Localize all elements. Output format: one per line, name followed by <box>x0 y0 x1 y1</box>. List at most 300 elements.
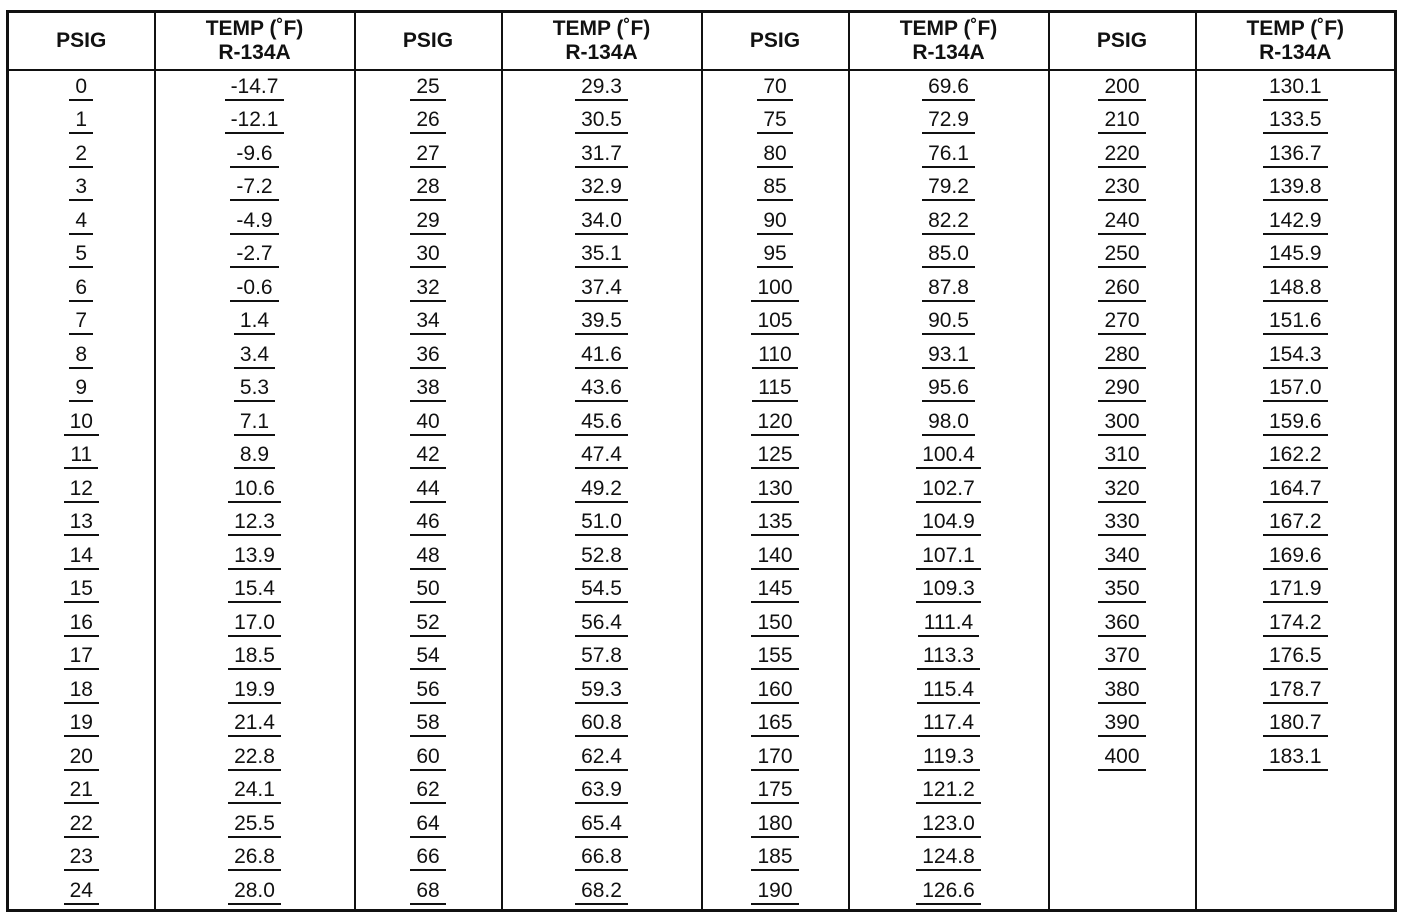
temp-cell <box>502 808 702 842</box>
temp-cell <box>155 172 355 206</box>
psig-value: 260 <box>1098 276 1145 302</box>
psig-value: 24 <box>64 879 99 905</box>
temp-cell <box>155 775 355 809</box>
psig-value: 18 <box>64 678 99 704</box>
temp-value: 17.0 <box>228 611 281 637</box>
temp-cell <box>1196 775 1396 809</box>
temp-value: 85.0 <box>922 242 975 268</box>
header-row <box>8 12 1396 71</box>
psig-cell <box>1049 842 1196 876</box>
psig-value: 58 <box>410 711 445 737</box>
psig-cell <box>1049 708 1196 742</box>
temp-value: 3.4 <box>234 343 275 369</box>
temp-cell <box>502 272 702 306</box>
psig-cell <box>1049 272 1196 306</box>
table-header <box>8 12 1396 71</box>
psig-value: 50 <box>410 577 445 603</box>
temp-cell <box>1196 70 1396 105</box>
temp-cell <box>155 473 355 507</box>
psig-value: 3 <box>69 175 93 201</box>
psig-cell <box>1049 473 1196 507</box>
temp-cell <box>502 741 702 775</box>
temp-cell <box>155 306 355 340</box>
psig-value: 68 <box>410 879 445 905</box>
temp-cell <box>849 172 1049 206</box>
psig-cell <box>702 105 849 139</box>
psig-cell <box>8 406 155 440</box>
psig-cell <box>8 440 155 474</box>
temp-value: 87.8 <box>922 276 975 302</box>
temp-cell <box>849 808 1049 842</box>
temp-cell <box>155 272 355 306</box>
table-row <box>8 775 1396 809</box>
temp-value: -4.9 <box>230 209 278 235</box>
temp-cell <box>1196 808 1396 842</box>
temp-value: 47.4 <box>575 443 628 469</box>
psig-value: 100 <box>751 276 798 302</box>
temp-value: 79.2 <box>922 175 975 201</box>
psig-cell <box>702 205 849 239</box>
temp-header: TEMP (˚F) R-134A <box>1196 12 1396 71</box>
psig-value: 90 <box>757 209 792 235</box>
psig-value: 19 <box>64 711 99 737</box>
temp-cell <box>502 172 702 206</box>
psig-value: 360 <box>1098 611 1145 637</box>
psig-value: 300 <box>1098 410 1145 436</box>
psig-value: 10 <box>64 410 99 436</box>
psig-cell <box>355 574 502 608</box>
temp-value: 1.4 <box>234 309 275 335</box>
psig-value: 70 <box>757 75 792 101</box>
psig-value: 40 <box>410 410 445 436</box>
psig-value: 26 <box>410 108 445 134</box>
psig-value: 145 <box>751 577 798 603</box>
psig-cell <box>1049 105 1196 139</box>
psig-cell <box>1049 507 1196 541</box>
temp-value: 123.0 <box>916 812 981 838</box>
temp-value: 51.0 <box>575 510 628 536</box>
psig-cell <box>702 741 849 775</box>
temp-value: 142.9 <box>1263 209 1328 235</box>
temp-cell <box>155 339 355 373</box>
psig-cell <box>1049 440 1196 474</box>
psig-cell <box>8 808 155 842</box>
temp-cell <box>1196 406 1396 440</box>
psig-cell <box>355 708 502 742</box>
temp-value: 111.4 <box>918 611 979 637</box>
temp-cell <box>155 842 355 876</box>
table-row <box>8 842 1396 876</box>
psig-value: 340 <box>1098 544 1145 570</box>
psig-value: 390 <box>1098 711 1145 737</box>
psig-value: 95 <box>757 242 792 268</box>
psig-value: 11 <box>64 443 98 469</box>
temp-value: 164.7 <box>1263 477 1328 503</box>
temp-cell <box>1196 674 1396 708</box>
temp-value: 117.4 <box>917 711 980 737</box>
temp-value: 72.9 <box>922 108 975 134</box>
psig-cell <box>1049 674 1196 708</box>
psig-cell <box>355 674 502 708</box>
temp-cell <box>1196 641 1396 675</box>
temp-value: 56.4 <box>575 611 628 637</box>
psig-cell <box>702 406 849 440</box>
psig-cell <box>702 775 849 809</box>
psig-value: 66 <box>410 845 445 871</box>
psig-cell <box>8 674 155 708</box>
table-row <box>8 239 1396 273</box>
psig-cell <box>702 641 849 675</box>
psig-value: 38 <box>410 376 445 402</box>
psig-cell <box>702 674 849 708</box>
temp-value: 126.6 <box>916 879 981 905</box>
psig-cell <box>355 607 502 641</box>
temp-value: -12.1 <box>225 108 285 134</box>
psig-cell <box>355 105 502 139</box>
temp-value: 95.6 <box>922 376 975 402</box>
table-row <box>8 339 1396 373</box>
psig-value: 25 <box>410 75 445 101</box>
psig-cell <box>8 172 155 206</box>
psig-value: 32 <box>410 276 445 302</box>
psig-value: 370 <box>1098 644 1145 670</box>
psig-cell <box>702 272 849 306</box>
temp-cell <box>155 641 355 675</box>
psig-cell <box>8 775 155 809</box>
psig-value: 44 <box>410 477 445 503</box>
table-row <box>8 70 1396 105</box>
temp-cell <box>155 540 355 574</box>
temp-value: 13.9 <box>228 544 281 570</box>
table-row <box>8 641 1396 675</box>
psig-value: 320 <box>1098 477 1145 503</box>
psig-value: 110 <box>752 343 797 369</box>
temp-value: 167.2 <box>1263 510 1328 536</box>
psig-cell <box>355 239 502 273</box>
temp-cell <box>1196 138 1396 172</box>
temp-value: 102.7 <box>916 477 981 503</box>
psig-cell <box>8 306 155 340</box>
psig-value: 140 <box>751 544 798 570</box>
temp-cell <box>1196 540 1396 574</box>
temp-cell <box>502 574 702 608</box>
temp-value: 109.3 <box>916 577 981 603</box>
psig-cell <box>355 339 502 373</box>
psig-cell <box>8 272 155 306</box>
psig-value: 54 <box>410 644 445 670</box>
temp-value: 10.6 <box>228 477 281 503</box>
psig-cell <box>1049 205 1196 239</box>
temp-cell <box>849 272 1049 306</box>
psig-cell <box>8 105 155 139</box>
temp-value: 60.8 <box>575 711 628 737</box>
temp-cell <box>502 339 702 373</box>
psig-value: 4 <box>69 209 93 235</box>
psig-cell <box>1049 70 1196 105</box>
psig-value: 160 <box>751 678 798 704</box>
temp-cell <box>502 373 702 407</box>
psig-cell <box>8 507 155 541</box>
psig-cell <box>355 205 502 239</box>
psig-value: 85 <box>757 175 792 201</box>
psig-cell <box>1049 540 1196 574</box>
psig-value: 270 <box>1098 309 1145 335</box>
temp-value: 100.4 <box>916 443 981 469</box>
psig-cell <box>702 842 849 876</box>
temp-cell <box>849 674 1049 708</box>
temp-value: 183.1 <box>1263 745 1328 771</box>
psig-cell <box>1049 339 1196 373</box>
temp-cell <box>155 239 355 273</box>
psig-cell <box>702 172 849 206</box>
psig-header: PSIG <box>8 12 155 71</box>
temp-value: 151.6 <box>1263 309 1328 335</box>
temp-cell <box>849 406 1049 440</box>
temp-value: 119.3 <box>917 745 980 771</box>
temp-cell <box>502 842 702 876</box>
table-row <box>8 406 1396 440</box>
psig-value: 330 <box>1098 510 1145 536</box>
table-row <box>8 172 1396 206</box>
table-row <box>8 373 1396 407</box>
temp-cell <box>502 70 702 105</box>
temp-value: 159.6 <box>1263 410 1328 436</box>
psig-value: 0 <box>69 75 93 101</box>
temp-cell <box>849 741 1049 775</box>
temp-value: 139.8 <box>1263 175 1328 201</box>
temp-cell <box>1196 507 1396 541</box>
psig-value: 9 <box>69 376 93 402</box>
psig-cell <box>702 239 849 273</box>
temp-value: 174.2 <box>1263 611 1328 637</box>
temp-value: 169.6 <box>1263 544 1328 570</box>
temp-value: 121.2 <box>916 778 981 804</box>
temp-value: 130.1 <box>1263 75 1328 101</box>
temp-cell <box>849 641 1049 675</box>
psig-cell <box>8 205 155 239</box>
temp-cell <box>849 105 1049 139</box>
temp-cell <box>155 741 355 775</box>
psig-value: 115 <box>752 376 797 402</box>
temp-value: 93.1 <box>922 343 975 369</box>
temp-cell <box>502 775 702 809</box>
psig-cell <box>1049 741 1196 775</box>
psig-value: 230 <box>1098 175 1145 201</box>
temp-cell <box>502 205 702 239</box>
temp-cell <box>849 473 1049 507</box>
temp-cell <box>155 875 355 910</box>
psig-value: 52 <box>410 611 445 637</box>
temp-value: 22.8 <box>228 745 281 771</box>
temp-value: 65.4 <box>575 812 628 838</box>
temp-cell <box>1196 339 1396 373</box>
psig-cell <box>355 473 502 507</box>
pressure-temperature-table <box>6 10 1397 912</box>
temp-value: 54.5 <box>575 577 628 603</box>
temp-value: 90.5 <box>922 309 975 335</box>
psig-value: 350 <box>1098 577 1145 603</box>
temp-cell <box>849 440 1049 474</box>
psig-value: 21 <box>64 778 99 804</box>
psig-cell <box>8 607 155 641</box>
table-row <box>8 540 1396 574</box>
temp-value: 63.9 <box>575 778 628 804</box>
temp-value: 37.4 <box>575 276 628 302</box>
temp-value: 145.9 <box>1263 242 1328 268</box>
psig-value: 36 <box>410 343 445 369</box>
temp-value: 24.1 <box>228 778 281 804</box>
table-row <box>8 808 1396 842</box>
temp-cell <box>502 473 702 507</box>
temp-cell <box>155 574 355 608</box>
temp-cell <box>849 239 1049 273</box>
psig-cell <box>355 272 502 306</box>
temp-value: 32.9 <box>575 175 628 201</box>
temp-cell <box>155 70 355 105</box>
temp-value: 171.9 <box>1263 577 1328 603</box>
psig-cell <box>355 507 502 541</box>
psig-cell <box>355 373 502 407</box>
psig-cell <box>1049 641 1196 675</box>
psig-value: 250 <box>1098 242 1145 268</box>
psig-value: 175 <box>751 778 798 804</box>
psig-cell <box>702 574 849 608</box>
psig-cell <box>8 875 155 910</box>
psig-value: 125 <box>751 443 798 469</box>
temp-value: 76.1 <box>922 142 975 168</box>
psig-value: 16 <box>64 611 99 637</box>
temp-cell <box>1196 172 1396 206</box>
temp-value: 31.7 <box>575 142 628 168</box>
temp-cell <box>1196 708 1396 742</box>
temp-cell <box>502 708 702 742</box>
temp-value: 136.7 <box>1263 142 1328 168</box>
psig-header: PSIG <box>702 12 849 71</box>
table-row <box>8 607 1396 641</box>
psig-cell <box>8 574 155 608</box>
temp-value: 43.6 <box>575 376 628 402</box>
psig-value: 120 <box>751 410 798 436</box>
temp-cell <box>1196 574 1396 608</box>
temp-cell <box>849 205 1049 239</box>
table-row <box>8 473 1396 507</box>
temp-cell <box>1196 373 1396 407</box>
temp-header: TEMP (˚F) R-134A <box>155 12 355 71</box>
temp-value: -2.7 <box>230 242 278 268</box>
temp-value: 62.4 <box>575 745 628 771</box>
temp-cell <box>502 239 702 273</box>
psig-value: 13 <box>64 510 99 536</box>
psig-cell <box>8 70 155 105</box>
temp-cell <box>155 607 355 641</box>
psig-value: 220 <box>1098 142 1145 168</box>
temp-cell <box>502 406 702 440</box>
table-row <box>8 306 1396 340</box>
temp-value: 98.0 <box>922 410 975 436</box>
temp-cell <box>1196 875 1396 910</box>
temp-value: 8.9 <box>234 443 275 469</box>
temp-value: 107.1 <box>916 544 981 570</box>
psig-cell <box>702 708 849 742</box>
psig-cell <box>8 373 155 407</box>
psig-cell <box>8 708 155 742</box>
psig-value: 12 <box>64 477 99 503</box>
psig-cell <box>702 473 849 507</box>
temp-cell <box>849 507 1049 541</box>
temp-cell <box>849 607 1049 641</box>
psig-value: 135 <box>751 510 798 536</box>
psig-value: 150 <box>751 611 798 637</box>
psig-cell <box>355 775 502 809</box>
psig-cell <box>355 172 502 206</box>
psig-value: 56 <box>410 678 445 704</box>
psig-value: 34 <box>410 309 445 335</box>
table-body <box>8 70 1396 911</box>
psig-value: 310 <box>1098 443 1145 469</box>
temp-value: 39.5 <box>575 309 628 335</box>
temp-value: -9.6 <box>230 142 278 168</box>
temp-value: 133.5 <box>1263 108 1328 134</box>
temp-cell <box>1196 205 1396 239</box>
temp-value: 7.1 <box>234 410 275 436</box>
psig-cell <box>355 306 502 340</box>
temp-cell <box>502 607 702 641</box>
table-row <box>8 574 1396 608</box>
temp-value: 124.8 <box>916 845 981 871</box>
temp-cell <box>502 641 702 675</box>
psig-value: 380 <box>1098 678 1145 704</box>
psig-value: 27 <box>410 142 445 168</box>
psig-cell <box>1049 607 1196 641</box>
psig-value: 240 <box>1098 209 1145 235</box>
psig-cell <box>355 741 502 775</box>
psig-value: 64 <box>410 812 445 838</box>
temp-cell <box>1196 272 1396 306</box>
psig-cell <box>1049 775 1196 809</box>
temp-cell <box>1196 105 1396 139</box>
psig-value: 155 <box>751 644 798 670</box>
psig-value: 280 <box>1098 343 1145 369</box>
temp-cell <box>1196 239 1396 273</box>
psig-cell <box>8 741 155 775</box>
temp-value: 148.8 <box>1263 276 1328 302</box>
psig-header: PSIG <box>355 12 502 71</box>
temp-cell <box>155 708 355 742</box>
temp-value: 19.9 <box>228 678 281 704</box>
temp-value: -7.2 <box>230 175 278 201</box>
psig-cell <box>1049 138 1196 172</box>
temp-cell <box>1196 842 1396 876</box>
psig-value: 60 <box>410 745 445 771</box>
temp-cell <box>502 105 702 139</box>
psig-cell <box>8 138 155 172</box>
temp-cell <box>502 875 702 910</box>
temp-value: 66.8 <box>575 845 628 871</box>
temp-value: 12.3 <box>228 510 281 536</box>
table-row <box>8 440 1396 474</box>
psig-cell <box>355 875 502 910</box>
temp-value: 154.3 <box>1263 343 1328 369</box>
psig-cell <box>1049 373 1196 407</box>
table-row <box>8 741 1396 775</box>
psig-cell <box>8 842 155 876</box>
psig-value: 15 <box>64 577 99 603</box>
temp-cell <box>502 507 702 541</box>
temp-value: 69.6 <box>922 75 975 101</box>
temp-cell <box>155 138 355 172</box>
psig-cell <box>702 507 849 541</box>
temp-cell <box>502 440 702 474</box>
